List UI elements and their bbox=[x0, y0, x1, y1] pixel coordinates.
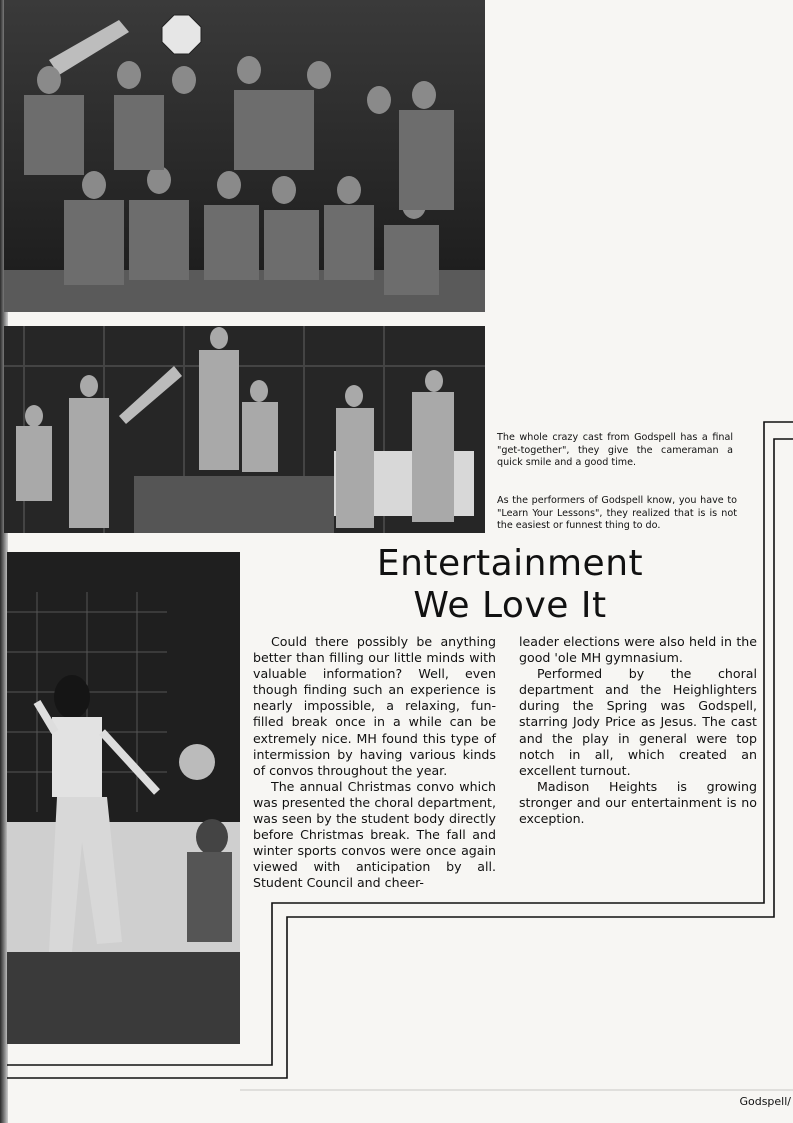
column-1-paragraph-2: The annual Christmas convo which was presented the choral department, was seen by the student body directly before Christmas break. The fall and winter sports convos were once again viewed with anticipation by all. Student Council and cheer- bbox=[253, 778, 496, 891]
caption-text-1: The whole crazy cast from Godspell has a final "get-together", they give the cameraman a quick smile and a good time. bbox=[497, 432, 733, 468]
dancer-image bbox=[7, 552, 240, 1044]
body-column-1 bbox=[253, 634, 496, 892]
border-line-inner bbox=[774, 439, 793, 537]
cast-group-image bbox=[4, 0, 485, 312]
page-folio: Godspell/ bbox=[739, 1095, 791, 1108]
column-2-paragraph-1: leader elections were also held in the good 'ole MH gymnasium. bbox=[519, 634, 757, 666]
cast-group-photo bbox=[4, 0, 485, 312]
border-line-outer bbox=[764, 422, 793, 537]
stage-scene-image bbox=[4, 326, 485, 533]
caption-text-2: As the performers of Godspell know, you have to "Learn Your Lessons", they realized that is is not the easiest or funnest thing to do. bbox=[497, 495, 737, 531]
cast-photo-caption bbox=[497, 432, 733, 470]
headline-line-1: Entertainment bbox=[376, 543, 644, 584]
dancer-photo bbox=[7, 552, 240, 1044]
column-2-paragraph-3: Madison Heights is growing stronger and our entertainment is no exception. bbox=[519, 778, 757, 827]
stage-scene-photo bbox=[4, 326, 485, 533]
column-2-paragraph-2: Performed by the choral department and the Heighlighters during the Spring was Godspell, starring Jody Price as Jesus. The cast and the play in general were top notch in all, which created an excellent turnout. bbox=[519, 666, 757, 778]
headline-line-2: We Love It bbox=[413, 585, 607, 626]
column-1-paragraph-1: Could there possibly be anything better than filling our little minds with valuable information? Well, even though finding such an experience is nearly impossible, a relaxing, fun-filled break once in a while can be extremely nice. MH found this type of intermission by having various kinds of convos throughout the year. bbox=[253, 634, 496, 778]
body-column-2 bbox=[519, 634, 757, 827]
stage-photo-caption bbox=[497, 495, 737, 533]
